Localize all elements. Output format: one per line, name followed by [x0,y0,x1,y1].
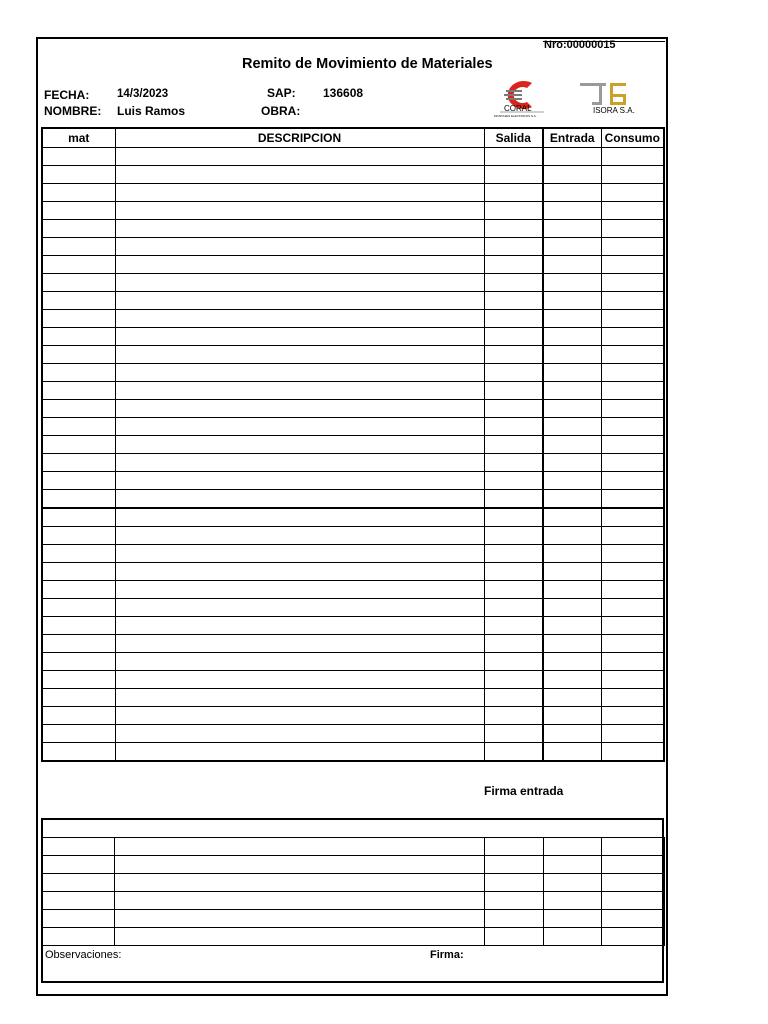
table-cell[interactable] [543,202,601,220]
table-row [42,148,664,166]
table-cell[interactable] [484,454,543,472]
table-cell[interactable] [543,671,601,689]
table-cell[interactable] [484,743,543,762]
table-row [42,689,664,707]
table-cell[interactable] [601,892,664,910]
table-cell[interactable] [42,635,115,653]
table-cell[interactable] [42,472,115,490]
table-cell[interactable] [601,838,664,856]
table-cell[interactable] [601,874,664,892]
table-cell[interactable] [601,707,664,725]
table-cell[interactable] [601,454,664,472]
table-cell[interactable] [115,527,484,545]
table-cell[interactable] [42,743,115,762]
table-cell[interactable] [601,545,664,563]
table-cell[interactable] [601,635,664,653]
table-cell[interactable] [601,400,664,418]
table-cell[interactable] [543,328,601,346]
table-cell[interactable] [543,743,601,762]
table-cell[interactable] [42,838,115,856]
table-cell[interactable] [484,472,543,490]
table-row [42,563,664,581]
table-cell[interactable] [601,671,664,689]
table-row [42,725,664,743]
table-cell[interactable] [601,364,664,382]
table-cell[interactable] [484,328,543,346]
table-cell[interactable] [484,653,543,671]
table-cell[interactable] [601,689,664,707]
table-row [42,838,665,856]
table-cell[interactable] [484,563,543,581]
table-cell[interactable] [543,527,601,545]
column-header-descripcion: DESCRIPCION [115,128,484,148]
table-cell[interactable] [601,292,664,310]
table-cell[interactable] [484,436,543,454]
table-cell[interactable] [115,256,484,274]
table-cell[interactable] [42,256,115,274]
table-cell[interactable] [601,436,664,454]
table-cell[interactable] [484,892,543,910]
table-cell[interactable] [484,527,543,545]
table-row [42,617,664,635]
table-row [42,328,664,346]
fecha-value: 14/3/2023 [117,88,169,100]
column-header-salida: Salida [484,128,543,148]
table-row [42,490,664,509]
table-cell[interactable] [601,910,664,928]
table-row [42,581,664,599]
table-row [42,400,664,418]
table-row [42,274,664,292]
table-cell[interactable] [42,454,115,472]
table-cell[interactable] [543,220,601,238]
firma-label: Firma: [430,949,464,961]
table-cell[interactable] [115,202,484,220]
table-row [42,599,664,617]
table-cell[interactable] [42,400,115,418]
table-cell[interactable] [601,617,664,635]
table-cell[interactable] [543,148,601,166]
table-row [42,707,664,725]
table-cell[interactable] [42,653,115,671]
table-cell[interactable] [115,292,484,310]
table-cell[interactable] [543,418,601,436]
table-cell[interactable] [42,545,115,563]
table-cell[interactable] [484,725,543,743]
table-cell[interactable] [484,310,543,328]
table-cell[interactable] [484,166,543,184]
table-row [42,436,664,454]
table-cell[interactable] [115,707,484,725]
table-cell[interactable] [543,635,601,653]
table-cell[interactable] [42,910,115,928]
table-cell[interactable] [115,599,484,617]
table-cell[interactable] [42,310,115,328]
table-cell[interactable] [601,508,664,527]
table-cell[interactable] [601,184,664,202]
table-cell[interactable] [115,166,484,184]
column-header-mat: mat [42,128,115,148]
sap-value: 136608 [323,86,364,100]
table-cell[interactable] [115,472,484,490]
table-cell[interactable] [484,635,543,653]
table-cell[interactable] [543,617,601,635]
table-cell[interactable] [543,653,601,671]
table-cell[interactable] [484,838,543,856]
table-cell[interactable] [42,184,115,202]
table-cell[interactable] [42,928,115,946]
table-cell[interactable] [484,490,543,509]
materials-table [41,127,665,762]
table-cell[interactable] [601,563,664,581]
table-cell[interactable] [115,400,484,418]
table-cell[interactable] [601,581,664,599]
table-cell[interactable] [115,653,484,671]
table-cell[interactable] [115,184,484,202]
table-row [42,928,665,946]
table-cell[interactable] [115,635,484,653]
table-cell[interactable] [115,220,484,238]
table-cell[interactable] [543,292,601,310]
table-cell[interactable] [115,725,484,743]
column-header-entrada: Entrada [543,128,601,148]
table-cell[interactable] [42,436,115,454]
nombre-label: NOMBRE: [44,104,102,118]
table-cell[interactable] [42,581,115,599]
table-cell[interactable] [543,400,601,418]
table-cell[interactable] [601,527,664,545]
table-cell[interactable] [543,238,601,256]
table-cell[interactable] [484,346,543,364]
table-cell[interactable] [42,671,115,689]
table-cell[interactable] [115,581,484,599]
table-cell[interactable] [543,256,601,274]
table-cell[interactable] [484,256,543,274]
table-cell[interactable] [115,671,484,689]
table-cell[interactable] [543,184,601,202]
sap-label: SAP: [267,86,296,100]
table-cell[interactable] [601,148,664,166]
table-cell[interactable] [115,148,484,166]
table-cell[interactable] [115,454,484,472]
table-cell[interactable] [115,928,485,946]
nombre-value: Luis Ramos [117,104,186,118]
table-cell[interactable] [115,508,484,527]
table-cell[interactable] [484,599,543,617]
table-cell[interactable] [115,274,484,292]
table-cell[interactable] [42,490,115,509]
lower-table [41,837,665,946]
table-cell[interactable] [42,328,115,346]
table-cell[interactable] [543,910,601,928]
table-row [42,910,665,928]
table-cell[interactable] [543,563,601,581]
table-cell[interactable] [42,689,115,707]
table-cell[interactable] [484,382,543,400]
table-row [42,472,664,490]
table-cell[interactable] [484,910,543,928]
table-cell[interactable] [42,166,115,184]
table-row [42,454,664,472]
table-cell[interactable] [543,874,601,892]
table-row [42,220,664,238]
table-cell[interactable] [601,418,664,436]
table-cell[interactable] [543,928,601,946]
table-row [42,508,664,527]
coral-logo [494,77,550,119]
table-cell[interactable] [601,346,664,364]
table-cell[interactable] [42,617,115,635]
table-cell[interactable] [484,400,543,418]
table-cell[interactable] [543,472,601,490]
table-cell[interactable] [601,256,664,274]
table-row [42,364,664,382]
fecha-label: FECHA: [44,88,90,102]
table-cell[interactable] [543,490,601,509]
table-cell[interactable] [42,148,115,166]
table-cell[interactable] [543,364,601,382]
isora-logo-text: ISORA S.A. [593,106,635,115]
table-row [42,527,664,545]
table-cell[interactable] [601,653,664,671]
table-cell[interactable] [115,436,484,454]
table-cell[interactable] [484,148,543,166]
table-cell[interactable] [601,220,664,238]
table-cell[interactable] [484,689,543,707]
table-cell[interactable] [601,382,664,400]
table-cell[interactable] [543,436,601,454]
table-cell[interactable] [543,725,601,743]
table-cell[interactable] [543,599,601,617]
table-cell[interactable] [42,856,115,874]
table-cell[interactable] [115,310,484,328]
table-row [42,166,664,184]
table-cell[interactable] [42,563,115,581]
table-cell[interactable] [115,892,485,910]
table-cell[interactable] [42,364,115,382]
table-cell[interactable] [601,274,664,292]
table-cell[interactable] [543,508,601,527]
table-cell[interactable] [115,910,485,928]
table-cell[interactable] [601,928,664,946]
table-row [42,418,664,436]
table-cell[interactable] [601,328,664,346]
table-cell[interactable] [543,581,601,599]
table-row [42,743,664,762]
table-cell[interactable] [484,364,543,382]
table-cell[interactable] [115,838,485,856]
table-cell[interactable] [42,599,115,617]
table-cell[interactable] [484,220,543,238]
table-cell[interactable] [115,856,485,874]
table-cell[interactable] [42,707,115,725]
table-cell[interactable] [484,274,543,292]
table-cell[interactable] [115,328,484,346]
table-cell[interactable] [42,274,115,292]
table-cell[interactable] [42,220,115,238]
table-cell[interactable] [115,743,484,762]
table-cell[interactable] [601,202,664,220]
table-cell[interactable] [543,166,601,184]
table-row [42,256,664,274]
table-cell[interactable] [115,346,484,364]
table-cell[interactable] [601,166,664,184]
column-header-consumo: Consumo [601,128,664,148]
table-cell[interactable] [484,545,543,563]
table-cell[interactable] [115,364,484,382]
table-cell[interactable] [543,545,601,563]
table-cell[interactable] [115,563,484,581]
table-row [42,292,664,310]
table-cell[interactable] [601,856,664,874]
table-cell[interactable] [42,874,115,892]
table-cell[interactable] [484,418,543,436]
table-cell[interactable] [601,490,664,509]
table-cell[interactable] [115,689,484,707]
table-row [42,653,664,671]
table-cell[interactable] [115,617,484,635]
table-cell[interactable] [42,202,115,220]
table-cell[interactable] [543,310,601,328]
table-cell[interactable] [601,238,664,256]
table-cell[interactable] [484,707,543,725]
table-cell[interactable] [484,292,543,310]
table-cell[interactable] [543,382,601,400]
table-cell[interactable] [42,292,115,310]
table-cell[interactable] [484,671,543,689]
table-cell[interactable] [484,874,543,892]
table-cell[interactable] [484,617,543,635]
table-row [42,202,664,220]
table-cell[interactable] [484,238,543,256]
table-cell[interactable] [601,310,664,328]
table-row [42,310,664,328]
obra-label: OBRA: [261,104,301,118]
table-cell[interactable] [484,928,543,946]
table-cell[interactable] [484,508,543,527]
table-cell[interactable] [115,418,484,436]
table-row [42,346,664,364]
table-cell[interactable] [601,472,664,490]
table-row [42,238,664,256]
table-cell[interactable] [484,184,543,202]
table-cell[interactable] [42,508,115,527]
observaciones-label: Observaciones: [45,949,122,961]
table-cell[interactable] [42,527,115,545]
table-cell[interactable] [42,892,115,910]
table-header-row [42,128,664,148]
table-cell[interactable] [42,346,115,364]
table-cell[interactable] [601,599,664,617]
table-cell[interactable] [42,382,115,400]
document-number: Nro:00000015 [544,39,616,51]
table-row [42,892,665,910]
isora-logo [574,77,634,119]
table-cell[interactable] [543,707,601,725]
table-cell[interactable] [115,874,485,892]
table-cell[interactable] [543,274,601,292]
table-row [42,874,665,892]
table-cell[interactable] [543,346,601,364]
table-cell[interactable] [543,892,601,910]
table-row [42,635,664,653]
table-cell[interactable] [42,238,115,256]
firma-entrada-label: Firma entrada [484,784,564,798]
table-cell[interactable] [601,743,664,762]
table-cell[interactable] [115,490,484,509]
table-row [42,545,664,563]
table-row [42,382,664,400]
table-cell[interactable] [543,689,601,707]
coral-logo-subtext: MONTAJES ELECTRICOS S.A. [494,114,537,118]
table-cell[interactable] [484,856,543,874]
table-row [42,184,664,202]
table-cell[interactable] [115,545,484,563]
table-cell[interactable] [484,202,543,220]
table-row [42,671,664,689]
table-cell[interactable] [543,454,601,472]
table-row [42,856,665,874]
table-cell[interactable] [601,725,664,743]
table-cell[interactable] [115,382,484,400]
table-cell[interactable] [42,418,115,436]
table-cell[interactable] [543,838,601,856]
table-cell[interactable] [484,581,543,599]
document-title: Remito de Movimiento de Materiales [242,56,493,72]
coral-logo-text: CORAL [504,104,532,113]
table-cell[interactable] [115,238,484,256]
table-cell[interactable] [42,725,115,743]
table-cell[interactable] [543,856,601,874]
